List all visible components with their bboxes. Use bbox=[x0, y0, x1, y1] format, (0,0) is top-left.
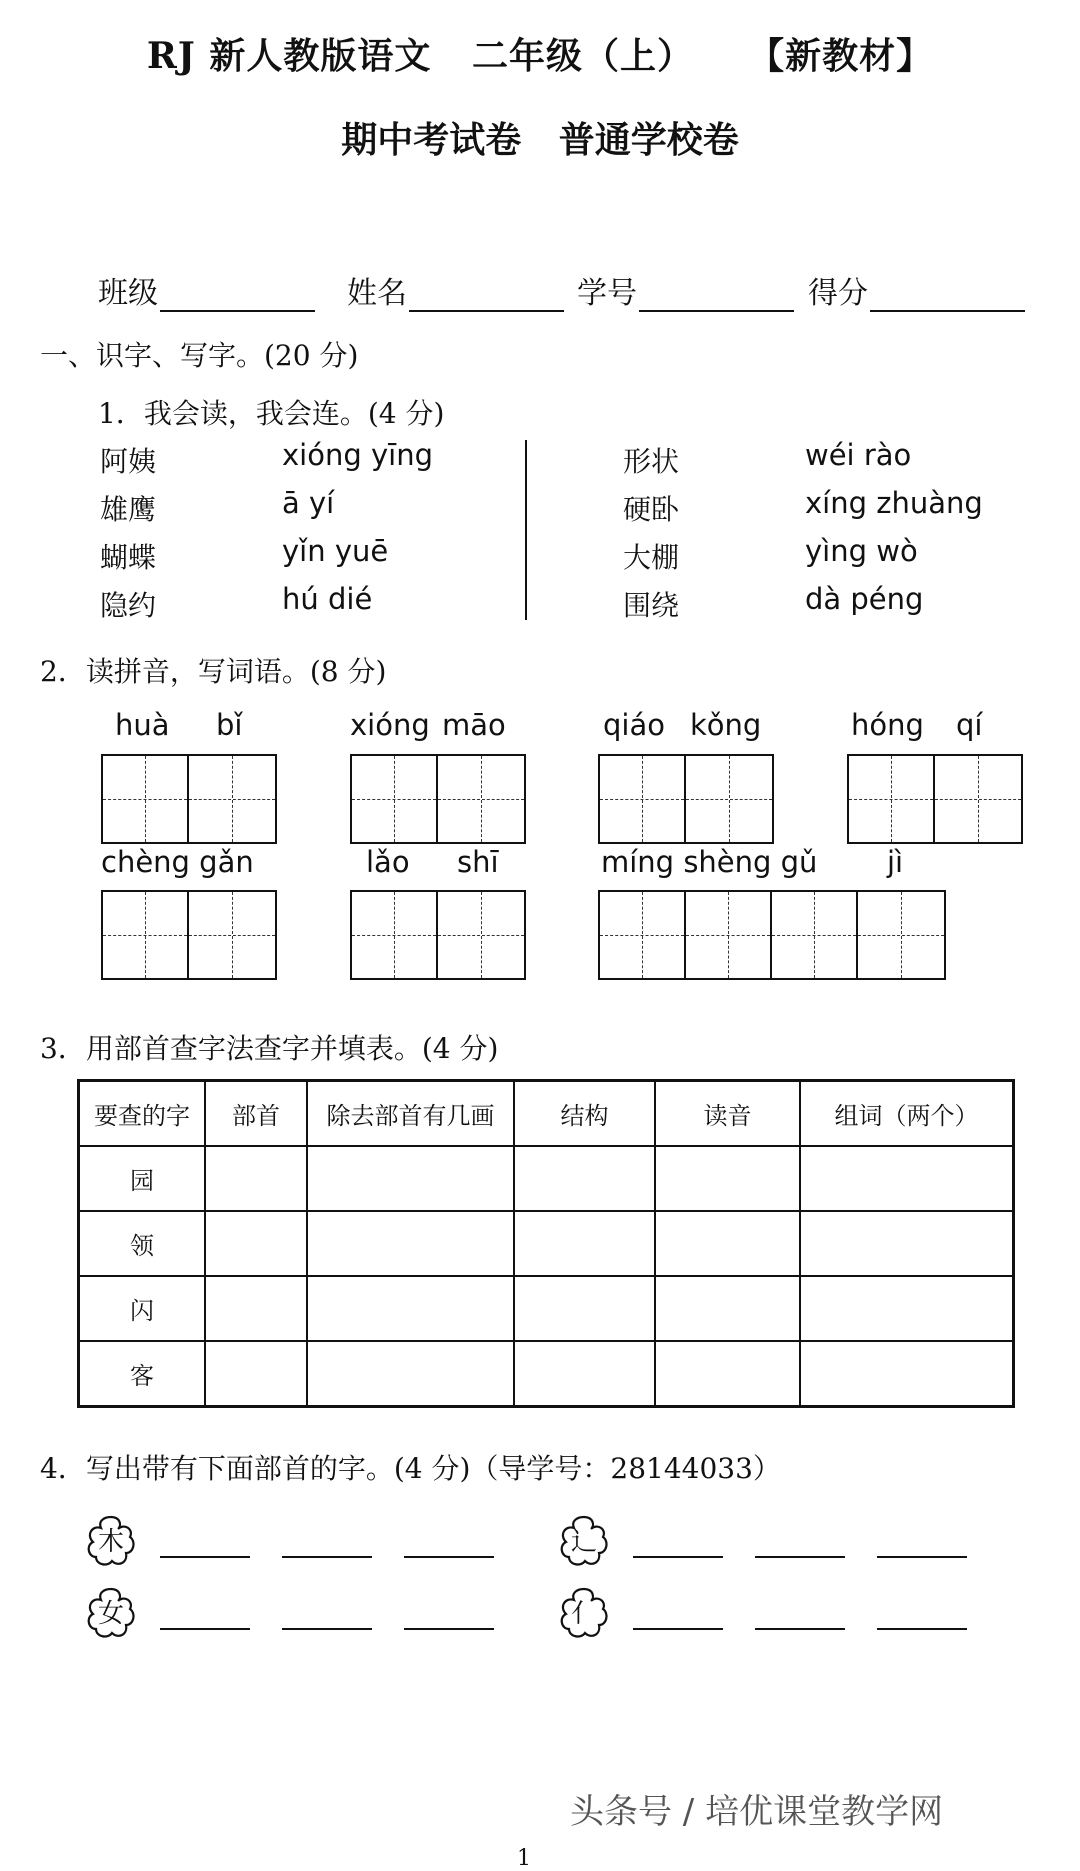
table-cell[interactable] bbox=[514, 1276, 655, 1341]
table-header: 要查的字 bbox=[79, 1081, 206, 1147]
answer-blank[interactable] bbox=[160, 1628, 250, 1630]
table-cell[interactable] bbox=[655, 1146, 800, 1211]
word-left-3: 蝴蝶 bbox=[100, 541, 157, 574]
table-cell[interactable] bbox=[655, 1276, 800, 1341]
table-cell[interactable] bbox=[655, 1341, 800, 1407]
table-cell[interactable] bbox=[514, 1211, 655, 1276]
student-id-field: 学号 bbox=[577, 268, 794, 312]
answer-blank[interactable] bbox=[404, 1556, 494, 1558]
table-cell[interactable] bbox=[205, 1211, 307, 1276]
answer-blank[interactable] bbox=[755, 1556, 845, 1558]
pinyin-huabi-2: bǐ bbox=[216, 708, 243, 742]
score-field: 得分 bbox=[808, 268, 1025, 312]
radical-label: 辶 bbox=[570, 1527, 597, 1557]
pinyin-right-3: yìng wò bbox=[805, 534, 918, 568]
flower-radical-nv bbox=[82, 1585, 140, 1643]
page-number: 1 bbox=[517, 1846, 531, 1871]
table-row bbox=[79, 1211, 1014, 1276]
pinyin-qiaokong-2: kǒng bbox=[690, 708, 762, 742]
answer-blank[interactable] bbox=[633, 1556, 723, 1558]
word-right-4: 围绕 bbox=[623, 589, 680, 622]
word-right-1: 形状 bbox=[623, 445, 680, 478]
pinyin-hongqi-1: hóng bbox=[851, 708, 924, 742]
exam-title: RJ 新人教版语文 二年级（上） 【新教材】 bbox=[146, 35, 934, 77]
pinyin-laoshi-1: lǎo bbox=[366, 845, 410, 879]
pinyin-left-2: ā yí bbox=[282, 486, 335, 520]
table-char: 客 bbox=[79, 1341, 206, 1407]
table-cell[interactable] bbox=[514, 1146, 655, 1211]
word-left-4: 隐约 bbox=[100, 589, 157, 622]
table-char: 闪 bbox=[79, 1276, 206, 1341]
table-char: 领 bbox=[79, 1211, 206, 1276]
table-cell[interactable] bbox=[307, 1146, 514, 1211]
word-left-2: 雄鹰 bbox=[100, 493, 157, 526]
radical-label: 木 bbox=[97, 1527, 124, 1557]
question-4-title: 4．写出带有下面部首的字。(4 分)（导学号：28144033） bbox=[40, 1452, 781, 1485]
pinyin-left-1: xióng yīng bbox=[282, 438, 433, 472]
table-cell[interactable] bbox=[307, 1341, 514, 1407]
answer-blank[interactable] bbox=[755, 1628, 845, 1630]
table-cell[interactable] bbox=[205, 1146, 307, 1211]
table-cell[interactable] bbox=[205, 1276, 307, 1341]
table-cell[interactable] bbox=[800, 1276, 1014, 1341]
writing-grid-huabi[interactable] bbox=[101, 754, 277, 844]
table-cell[interactable] bbox=[514, 1341, 655, 1407]
answer-blank[interactable] bbox=[282, 1628, 372, 1630]
pinyin-right-2: xíng zhuàng bbox=[805, 486, 983, 520]
pinyin-hongqi-2: qí bbox=[956, 708, 983, 742]
answer-blank[interactable] bbox=[282, 1556, 372, 1558]
table-header: 部首 bbox=[205, 1081, 307, 1147]
table-cell[interactable] bbox=[800, 1146, 1014, 1211]
column-divider bbox=[525, 440, 527, 620]
answer-blank[interactable] bbox=[160, 1556, 250, 1558]
flower-radical-ren bbox=[555, 1585, 613, 1643]
table-header: 组词（两个） bbox=[800, 1081, 1014, 1147]
pinyin-laoshi-2: shī bbox=[457, 845, 499, 879]
radical-label: 女 bbox=[97, 1599, 124, 1629]
pinyin-right-1: wéi rào bbox=[805, 438, 912, 472]
table-header: 读音 bbox=[655, 1081, 800, 1147]
table-header: 除去部首有几画 bbox=[307, 1081, 514, 1147]
pinyin-mingshenggu: míng shèng gǔ bbox=[601, 845, 818, 879]
word-left-1: 阿姨 bbox=[100, 445, 157, 478]
table-header-row bbox=[79, 1081, 1014, 1147]
section-1-heading: 一、识字、写字。(20 分) bbox=[40, 339, 359, 372]
class-field: 班级 bbox=[98, 268, 315, 312]
question-3-title: 3．用部首查字法查字并填表。(4 分) bbox=[40, 1032, 499, 1065]
flower-radical-mu bbox=[82, 1513, 140, 1571]
question-1-title: 1．我会读，我会连。(4 分) bbox=[98, 397, 445, 430]
question-2-title: 2．读拼音，写词语。(8 分) bbox=[40, 655, 387, 688]
flower-radical-chuo bbox=[555, 1513, 613, 1571]
radical-label: 亻 bbox=[570, 1599, 597, 1629]
word-right-3: 大棚 bbox=[623, 541, 680, 574]
table-cell[interactable] bbox=[800, 1211, 1014, 1276]
table-header: 结构 bbox=[514, 1081, 655, 1147]
table-row bbox=[79, 1341, 1014, 1407]
name-field: 姓名 bbox=[347, 268, 564, 312]
writing-grid-laoshi[interactable] bbox=[350, 890, 526, 980]
writing-grid-mingshengguji[interactable] bbox=[598, 890, 946, 980]
radical-lookup-table bbox=[77, 1079, 1015, 1408]
pinyin-left-3: yǐn yuē bbox=[282, 534, 389, 568]
answer-blank[interactable] bbox=[877, 1628, 967, 1630]
table-cell[interactable] bbox=[205, 1341, 307, 1407]
table-cell[interactable] bbox=[307, 1211, 514, 1276]
answer-blank[interactable] bbox=[877, 1556, 967, 1558]
pinyin-right-4: dà péng bbox=[805, 582, 924, 616]
table-cell[interactable] bbox=[307, 1276, 514, 1341]
table-row bbox=[79, 1276, 1014, 1341]
table-row bbox=[79, 1146, 1014, 1211]
table-cell[interactable] bbox=[655, 1211, 800, 1276]
pinyin-ji: jì bbox=[887, 845, 904, 879]
writing-grid-xiongmao[interactable] bbox=[350, 754, 526, 844]
pinyin-xiongmao-1: xióng bbox=[350, 708, 430, 742]
answer-blank[interactable] bbox=[404, 1628, 494, 1630]
pinyin-huabi-1: huà bbox=[115, 708, 170, 742]
pinyin-xiongmao-2: māo bbox=[442, 708, 506, 742]
table-char: 园 bbox=[79, 1146, 206, 1211]
watermark-text: 头条号 / 培优课堂教学网 bbox=[570, 1792, 944, 1832]
pinyin-chenggan: chèng gǎn bbox=[101, 845, 254, 879]
exam-subtitle: 期中考试卷 普通学校卷 bbox=[341, 119, 739, 161]
word-right-2: 硬卧 bbox=[623, 493, 680, 526]
pinyin-qiaokong-1: qiáo bbox=[603, 708, 665, 742]
table-cell[interactable] bbox=[800, 1341, 1014, 1407]
writing-grid-qiaokong[interactable] bbox=[598, 754, 774, 844]
writing-grid-hongqi[interactable] bbox=[847, 754, 1023, 844]
pinyin-left-4: hú dié bbox=[282, 582, 373, 616]
answer-blank[interactable] bbox=[633, 1628, 723, 1630]
writing-grid-chenggan[interactable] bbox=[101, 890, 277, 980]
